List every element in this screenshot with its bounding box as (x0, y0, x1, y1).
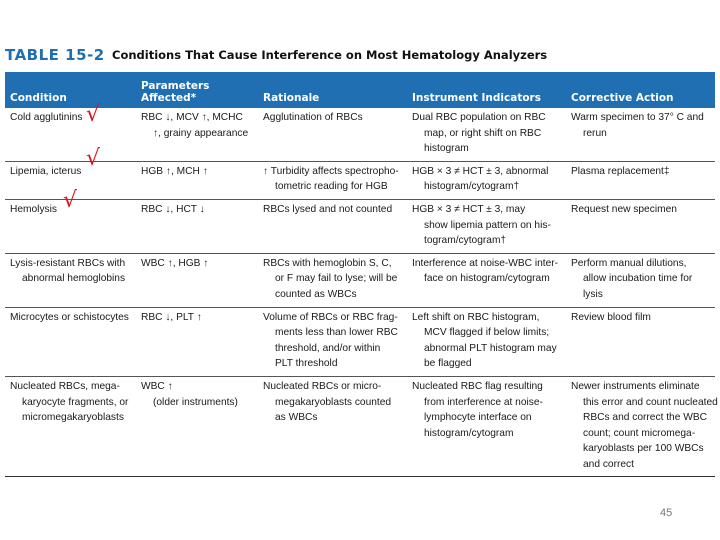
cell-action (566, 108, 715, 161)
cell-text-line: Hemolysis (10, 203, 57, 215)
cell-text-line: PLT threshold (275, 358, 338, 370)
cell-text-line: Microcytes or schistocytes (10, 311, 129, 323)
cell-text-line: Nucleated RBCs, mega- (10, 380, 120, 392)
cell-parameters (136, 307, 258, 376)
header-parameters (136, 72, 258, 108)
cell-text-line: lymphocyte interface on (424, 412, 532, 424)
cell-text-line: this error and count nucleated (583, 396, 718, 408)
cell-indicators (407, 108, 566, 161)
cell-text-line: ↑ Turbidity affects spectropho- (263, 165, 399, 177)
cell-text-line: RBC ↓, PLT ↑ (141, 311, 202, 323)
cell-text-line: RBC ↓, HCT ↓ (141, 203, 205, 215)
cell-text-line: Lipemia, icterus (10, 165, 82, 177)
cell-text-line: and correct (583, 458, 634, 470)
cell-text-line: Dual RBC population on RBC (412, 112, 546, 123)
cell-parameters (136, 108, 258, 161)
cell-condition (5, 307, 136, 376)
cell-text-line: Lysis-resistant RBCs with (10, 257, 126, 269)
cell-action (566, 161, 715, 199)
cell-indicators (407, 161, 566, 199)
table-number: TABLE 15-2 (5, 46, 105, 64)
header-action: Corrective Action (566, 72, 715, 108)
cell-text-line: or F may fail to lyse; will be (275, 273, 398, 285)
cell-text-line: karyocyte fragments, or (22, 396, 129, 408)
cell-text-line: Review blood film (571, 311, 651, 323)
cell-text-line: Volume of RBCs or RBC frag- (263, 311, 398, 323)
cell-text-line: ↑, grainy appearance (153, 127, 249, 139)
cell-text-line: Plasma replacement‡ (571, 165, 670, 177)
cell-condition (5, 253, 136, 307)
cell-action (566, 307, 715, 376)
cell-action (566, 376, 718, 477)
cell-parameters (136, 253, 258, 307)
header-rationale: Rationale (258, 72, 407, 108)
cell-text-line: HGB ↑, MCH ↑ (141, 165, 208, 177)
table-caption: Conditions That Cause Interference on Most Hematology Analyzers (112, 48, 548, 62)
cell-text-line: Agglutination of RBCs (263, 112, 363, 123)
cell-action (566, 253, 715, 307)
cell-text-line: (older instruments) (153, 396, 238, 408)
cell-parameters (136, 199, 258, 253)
cell-text-line: togram/cytogram† (424, 235, 507, 247)
cell-text-line: RBCs with hemoglobin S, C, (263, 257, 392, 269)
cell-parameters (136, 376, 258, 477)
table-row (5, 376, 715, 477)
header-indicators: Instrument Indicators (407, 72, 566, 108)
table-row (5, 108, 715, 161)
page-number: 45 (660, 507, 673, 519)
cell-text-line: Request new specimen (571, 203, 677, 215)
cell-text-line: WBC ↑, HGB ↑ (141, 257, 209, 269)
cell-text-line: from interference at noise- (424, 396, 543, 408)
cell-rationale (258, 161, 407, 199)
cell-text-line: karyoblasts per 100 WBCs (583, 443, 704, 455)
table-row (5, 161, 715, 199)
cell-text-line: tometric reading for HGB (275, 181, 388, 193)
cell-text-line: HGB × 3 ≠ HCT ± 3, may (412, 203, 526, 215)
cell-text-line: Left shift on RBC histogram, (412, 311, 540, 323)
cell-indicators (407, 199, 566, 253)
cell-action (566, 199, 715, 253)
cell-text-line: megakaryoblasts counted (275, 396, 392, 408)
cell-text-line: count; count micromega- (583, 427, 696, 439)
cell-rationale (258, 307, 407, 376)
table-title (5, 46, 717, 68)
cell-rationale (258, 108, 407, 161)
cell-condition (5, 108, 136, 161)
table-row (5, 307, 715, 376)
cell-rationale (258, 253, 407, 307)
cell-text-line: lysis (583, 288, 603, 300)
cell-rationale (258, 199, 407, 253)
table-row (5, 253, 715, 307)
checkmark-icon: √ (86, 102, 101, 127)
cell-text-line: threshold, and/or within (275, 342, 381, 354)
cell-text-line: show lipemia pattern on his- (424, 219, 551, 231)
table-header-row (5, 72, 715, 108)
cell-indicators (407, 376, 566, 477)
cell-text-line: Cold agglutinins (10, 112, 83, 123)
cell-text-line: rerun (583, 127, 607, 139)
cell-text-line: RBCs lysed and not counted (263, 203, 393, 215)
cell-indicators (407, 253, 566, 307)
cell-text-line: Warm specimen to 37° C and (571, 112, 704, 123)
cell-text-line: RBCs and correct the WBC (583, 412, 707, 424)
cell-text-line: face on histogram/cytogram (424, 273, 550, 285)
cell-condition (5, 376, 136, 477)
header-parameters-line1: Parameters (141, 80, 210, 92)
cell-text-line: counted as WBCs (275, 288, 357, 300)
cell-text-line: micromegakaryoblasts (22, 412, 124, 424)
cell-text-line: HGB × 3 ≠ HCT ± 3, abnormal (412, 165, 549, 177)
table-row (5, 199, 715, 253)
cell-text-line: Newer instruments eliminate (571, 380, 700, 392)
cell-text-line: histogram (424, 143, 469, 155)
cell-text-line: allow incubation time for (583, 273, 693, 285)
cell-text-line: Interference at noise-WBC inter- (412, 257, 559, 269)
cell-text-line: RBC ↓, MCV ↑, MCHC (141, 112, 243, 123)
cell-text-line: map, or right shift on RBC (424, 127, 542, 139)
cell-text-line: WBC ↑ (141, 380, 173, 392)
cell-rationale (258, 376, 407, 477)
cell-text-line: histogram/cytogram (424, 427, 514, 439)
interference-table (5, 72, 718, 477)
cell-parameters (136, 161, 258, 199)
cell-text-line: histogram/cytogram† (424, 181, 520, 193)
cell-text-line: MCV flagged if below limits; (424, 327, 550, 339)
cell-text-line: ments less than lower RBC (275, 327, 398, 339)
cell-text-line: abnormal PLT histogram may (424, 342, 557, 354)
cell-indicators (407, 307, 566, 376)
cell-text-line: as WBCs (275, 412, 318, 424)
header-parameters-line2: Affected* (141, 92, 197, 104)
cell-text-line: Nucleated RBC flag resulting (412, 380, 543, 392)
cell-text-line: Nucleated RBCs or micro- (263, 380, 382, 392)
cell-text-line: be flagged (424, 358, 472, 370)
checkmark-icon: √ (86, 146, 101, 171)
cell-text-line: Perform manual dilutions, (571, 257, 687, 269)
checkmark-icon: √ (63, 188, 78, 213)
cell-text-line: abnormal hemoglobins (22, 273, 126, 285)
header-condition: Condition (5, 72, 136, 108)
